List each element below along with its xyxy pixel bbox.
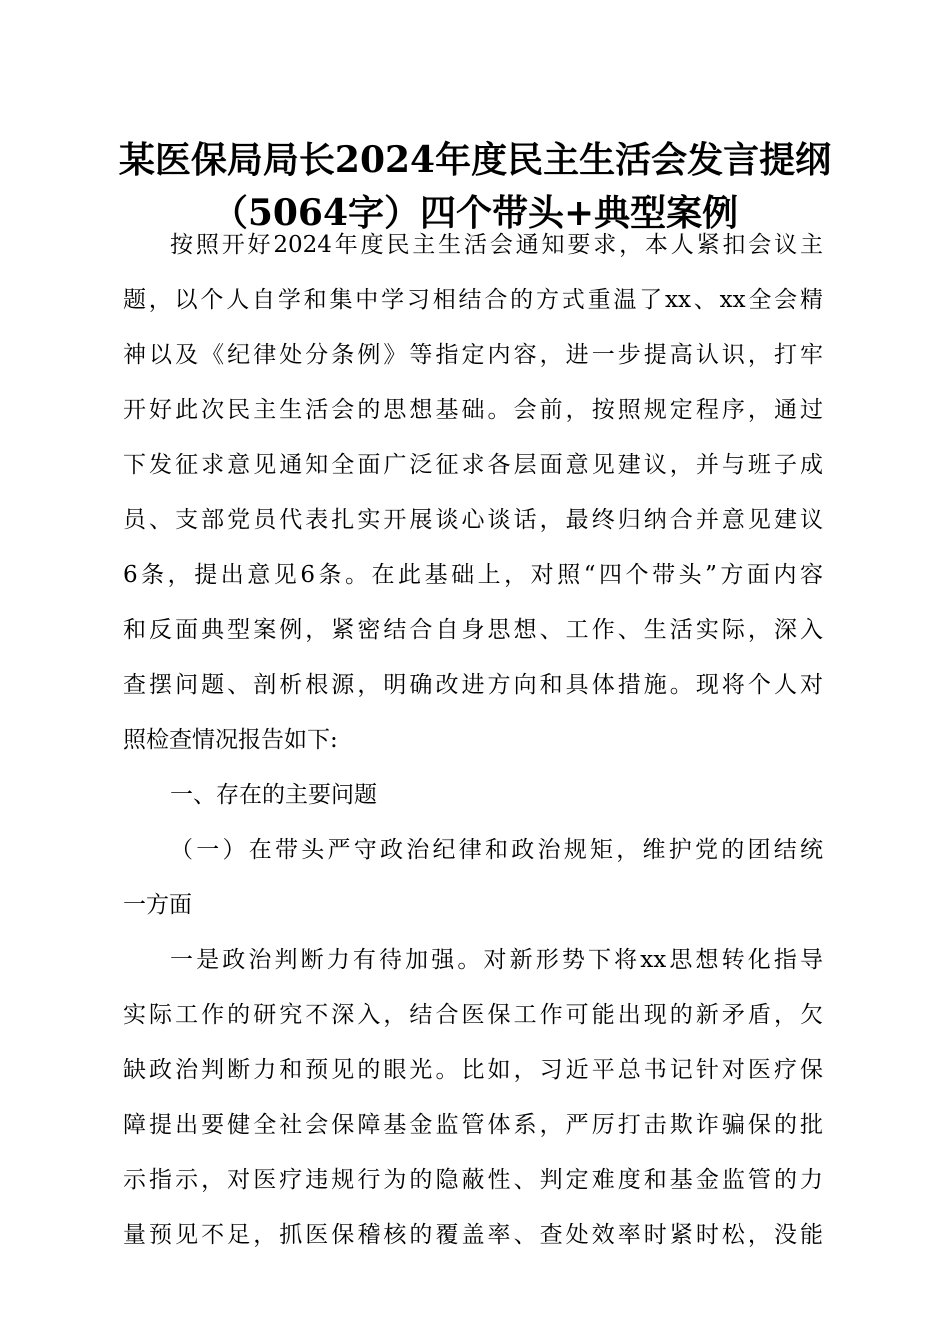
intro-line: 按照开好2024年度民主生活会通知要求，本人紧扣会议主	[170, 232, 823, 258]
intro-line: 下发征求意见通知全面广泛征求各层面意见建议，并与班子成	[123, 452, 823, 478]
subsection-line: 一方面	[123, 892, 192, 918]
document-title-line-1: 某医保局局长2024年度民主生活会发言提纲	[118, 139, 832, 181]
intro-line: 神以及《纪律处分条例》等指定内容，进一步提高认识，打牢	[123, 342, 823, 368]
section-heading: 一、存在的主要问题	[170, 782, 377, 808]
intro-line: 查摆问题、剖析根源，明确改进方向和具体措施。现将个人对	[123, 672, 823, 698]
subsection-line: （一）在带头严守政治纪律和政治规矩，维护党的团结统	[170, 837, 823, 863]
body-line: 一是政治判断力有待加强。对新形势下将xx思想转化指导	[170, 947, 823, 973]
intro-line: 和反面典型案例，紧密结合自身思想、工作、生活实际，深入	[123, 617, 823, 643]
body-line: 量预见不足，抓医保稽核的覆盖率、查处效率时紧时松，没能	[123, 1222, 823, 1248]
intro-line: 照检查情况报告如下:	[123, 727, 338, 753]
document-title-line-2: （5064字）四个带头+典型案例	[211, 192, 739, 234]
body-line: 缺政治判断力和预见的眼光。比如，习近平总书记针对医疗保	[123, 1057, 823, 1083]
intro-line: 员、支部党员代表扎实开展谈心谈话，最终归纳合并意见建议	[123, 507, 823, 533]
body-line: 障提出要健全社会保障基金监管体系，严厉打击欺诈骗保的批	[123, 1112, 823, 1138]
body-line: 实际工作的研究不深入，结合医保工作可能出现的新矛盾，欠	[123, 1002, 823, 1028]
body-line: 示指示，对医疗违规行为的隐蔽性、判定难度和基金监管的力	[123, 1167, 823, 1193]
intro-line: 题，以个人自学和集中学习相结合的方式重温了xx、xx全会精	[123, 287, 823, 313]
intro-line: 6条，提出意见6条。在此基础上，对照“四个带头”方面内容	[123, 562, 823, 588]
intro-line: 开好此次民主生活会的思想基础。会前，按照规定程序，通过	[123, 397, 823, 423]
